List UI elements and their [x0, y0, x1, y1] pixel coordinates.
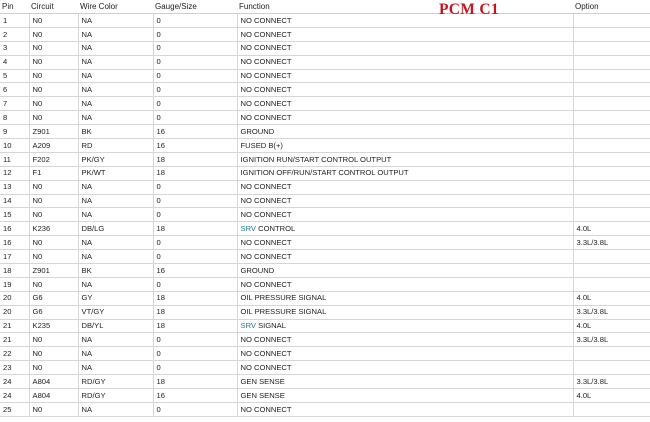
- table-row: [0, 361, 650, 375]
- cell-gauge: 0: [153, 250, 237, 264]
- table-row: [0, 69, 650, 83]
- cell-option: 3.3L/3.8L: [573, 236, 650, 250]
- cell-function: FUSED B(+): [237, 139, 573, 153]
- table-header-row: [0, 0, 650, 14]
- table-row: [0, 152, 650, 166]
- table-row: [0, 402, 650, 416]
- cell-gauge: 0: [153, 97, 237, 111]
- column-header-circuit: Circuit: [29, 0, 78, 14]
- table-row: [0, 83, 650, 97]
- cell-function: GROUND: [237, 125, 573, 139]
- cell-pin: 12: [0, 166, 29, 180]
- cell-function: NO CONNECT: [237, 361, 573, 375]
- cell-pin: 8: [0, 111, 29, 125]
- cell-circuit: N0: [29, 111, 78, 125]
- cell-gauge: 0: [153, 180, 237, 194]
- cell-gauge: 0: [153, 402, 237, 416]
- cell-wire-color: NA: [78, 277, 153, 291]
- cell-circuit: N0: [29, 347, 78, 361]
- cell-wire-color: RD/GY: [78, 389, 153, 403]
- cell-function: NO CONNECT: [237, 27, 573, 41]
- table-row: [0, 389, 650, 403]
- cell-gauge: 0: [153, 83, 237, 97]
- table-row: [0, 166, 650, 180]
- cell-gauge: 0: [153, 277, 237, 291]
- cell-option: [573, 97, 650, 111]
- table-row: [0, 375, 650, 389]
- cell-option: 3.3L/3.8L: [573, 305, 650, 319]
- column-header-wire-color: Wire Color: [78, 0, 153, 14]
- cell-pin: 15: [0, 208, 29, 222]
- cell-option: [573, 250, 650, 264]
- cell-wire-color: NA: [78, 111, 153, 125]
- cell-circuit: Z901: [29, 264, 78, 278]
- cell-wire-color: NA: [78, 236, 153, 250]
- table-row: [0, 291, 650, 305]
- cell-circuit: K236: [29, 222, 78, 236]
- cell-gauge: 0: [153, 14, 237, 28]
- cell-pin: 17: [0, 250, 29, 264]
- cell-circuit: N0: [29, 194, 78, 208]
- cell-function: NO CONNECT: [237, 83, 573, 97]
- cell-wire-color: VT/GY: [78, 305, 153, 319]
- cell-pin: 10: [0, 139, 29, 153]
- cell-gauge: 16: [153, 139, 237, 153]
- table-row: [0, 250, 650, 264]
- column-header-pin: Pin: [0, 0, 29, 14]
- cell-wire-color: NA: [78, 361, 153, 375]
- cell-pin: 1: [0, 14, 29, 28]
- table-row: [0, 14, 650, 28]
- cell-circuit: K235: [29, 319, 78, 333]
- cell-pin: 22: [0, 347, 29, 361]
- cell-pin: 14: [0, 194, 29, 208]
- table-row: [0, 347, 650, 361]
- cell-function: OIL PRESSURE SIGNAL: [237, 305, 573, 319]
- cell-pin: 16: [0, 222, 29, 236]
- cell-circuit: G6: [29, 291, 78, 305]
- cell-gauge: 18: [153, 375, 237, 389]
- table-row: [0, 180, 650, 194]
- cell-gauge: 18: [153, 319, 237, 333]
- cell-pin: 25: [0, 402, 29, 416]
- cell-gauge: 0: [153, 111, 237, 125]
- cell-option: [573, 264, 650, 278]
- table-row: [0, 194, 650, 208]
- cell-option: [573, 139, 650, 153]
- cell-function: NO CONNECT: [237, 180, 573, 194]
- table-row: [0, 305, 650, 319]
- cell-wire-color: NA: [78, 14, 153, 28]
- cell-gauge: 0: [153, 236, 237, 250]
- table-row: [0, 333, 650, 347]
- cell-wire-color: NA: [78, 180, 153, 194]
- cell-function: NO CONNECT: [237, 55, 573, 69]
- cell-function: GEN SENSE: [237, 389, 573, 403]
- cell-wire-color: RD/GY: [78, 375, 153, 389]
- cell-wire-color: NA: [78, 41, 153, 55]
- cell-option: [573, 83, 650, 97]
- cell-wire-color: NA: [78, 333, 153, 347]
- cell-circuit: N0: [29, 180, 78, 194]
- cell-function: NO CONNECT: [237, 236, 573, 250]
- cell-wire-color: GY: [78, 291, 153, 305]
- table-row: [0, 97, 650, 111]
- cell-wire-color: NA: [78, 55, 153, 69]
- table-row: [0, 319, 650, 333]
- cell-wire-color: BK: [78, 264, 153, 278]
- cell-gauge: 0: [153, 69, 237, 83]
- cell-option: 4.0L: [573, 319, 650, 333]
- cell-option: [573, 208, 650, 222]
- cell-wire-color: BK: [78, 125, 153, 139]
- cell-function: NO CONNECT: [237, 347, 573, 361]
- cell-gauge: 0: [153, 194, 237, 208]
- cell-function: NO CONNECT: [237, 402, 573, 416]
- cell-option: 4.0L: [573, 291, 650, 305]
- cell-circuit: N0: [29, 277, 78, 291]
- cell-wire-color: NA: [78, 208, 153, 222]
- cell-pin: 2: [0, 27, 29, 41]
- cell-circuit: N0: [29, 208, 78, 222]
- cell-wire-color: NA: [78, 97, 153, 111]
- cell-circuit: N0: [29, 27, 78, 41]
- cell-option: [573, 69, 650, 83]
- cell-wire-color: NA: [78, 194, 153, 208]
- function-text: SIGNAL: [255, 321, 286, 331]
- cell-pin: 5: [0, 69, 29, 83]
- table-row: [0, 139, 650, 153]
- cell-gauge: 18: [153, 222, 237, 236]
- cell-circuit: N0: [29, 250, 78, 264]
- cell-circuit: N0: [29, 69, 78, 83]
- cell-function: NO CONNECT: [237, 69, 573, 83]
- cell-pin: 21: [0, 333, 29, 347]
- cell-option: [573, 27, 650, 41]
- cell-function: NO CONNECT: [237, 208, 573, 222]
- cell-pin: 16: [0, 236, 29, 250]
- cell-option: 4.0L: [573, 222, 650, 236]
- table-row: [0, 41, 650, 55]
- cell-gauge: 18: [153, 166, 237, 180]
- cell-gauge: 16: [153, 389, 237, 403]
- cell-function: IGNITION OFF/RUN/START CONTROL OUTPUT: [237, 166, 573, 180]
- cell-pin: 11: [0, 152, 29, 166]
- cell-gauge: 16: [153, 125, 237, 139]
- highlighted-term: SRV: [240, 224, 256, 233]
- table-row: [0, 208, 650, 222]
- cell-circuit: F202: [29, 152, 78, 166]
- cell-option: [573, 277, 650, 291]
- cell-gauge: 18: [153, 305, 237, 319]
- cell-circuit: N0: [29, 333, 78, 347]
- cell-option: [573, 194, 650, 208]
- table-row: [0, 222, 650, 236]
- cell-wire-color: DB/YL: [78, 319, 153, 333]
- cell-pin: 9: [0, 125, 29, 139]
- column-header-option: Option: [573, 0, 650, 14]
- cell-option: [573, 361, 650, 375]
- cell-function: OIL PRESSURE SIGNAL: [237, 291, 573, 305]
- cell-wire-color: NA: [78, 402, 153, 416]
- cell-function: NO CONNECT: [237, 111, 573, 125]
- cell-gauge: 0: [153, 333, 237, 347]
- table-row: [0, 125, 650, 139]
- table-row: [0, 236, 650, 250]
- cell-option: [573, 402, 650, 416]
- cell-wire-color: PK/GY: [78, 152, 153, 166]
- cell-circuit: N0: [29, 14, 78, 28]
- cell-wire-color: DB/LG: [78, 222, 153, 236]
- document-title: PCM C1: [439, 1, 499, 18]
- cell-function: IGNITION RUN/START CONTROL OUTPUT: [237, 152, 573, 166]
- cell-circuit: N0: [29, 236, 78, 250]
- cell-pin: 18: [0, 264, 29, 278]
- table-row: [0, 27, 650, 41]
- table-body: [0, 14, 650, 417]
- cell-option: [573, 180, 650, 194]
- table-row: [0, 277, 650, 291]
- cell-gauge: 0: [153, 208, 237, 222]
- table-row: [0, 55, 650, 69]
- cell-circuit: N0: [29, 402, 78, 416]
- cell-option: [573, 55, 650, 69]
- cell-function: NO CONNECT: [237, 14, 573, 28]
- cell-pin: 20: [0, 305, 29, 319]
- cell-pin: 13: [0, 180, 29, 194]
- cell-option: 3.3L/3.8L: [573, 333, 650, 347]
- cell-pin: 4: [0, 55, 29, 69]
- cell-circuit: A804: [29, 375, 78, 389]
- cell-pin: 24: [0, 389, 29, 403]
- cell-function: NO CONNECT: [237, 277, 573, 291]
- cell-gauge: 0: [153, 347, 237, 361]
- column-header-gauge: Gauge/Size: [153, 0, 237, 14]
- cell-circuit: F1: [29, 166, 78, 180]
- cell-option: [573, 111, 650, 125]
- cell-option: [573, 152, 650, 166]
- cell-gauge: 0: [153, 55, 237, 69]
- cell-function: [237, 319, 573, 333]
- cell-gauge: 0: [153, 27, 237, 41]
- cell-gauge: 0: [153, 41, 237, 55]
- cell-gauge: 18: [153, 291, 237, 305]
- cell-option: [573, 14, 650, 28]
- cell-option: 4.0L: [573, 389, 650, 403]
- table-row: [0, 264, 650, 278]
- cell-pin: 7: [0, 97, 29, 111]
- cell-gauge: 0: [153, 361, 237, 375]
- cell-pin: 19: [0, 277, 29, 291]
- column-header-function: Function: [237, 0, 573, 14]
- cell-circuit: N0: [29, 41, 78, 55]
- cell-wire-color: RD: [78, 139, 153, 153]
- cell-function: NO CONNECT: [237, 333, 573, 347]
- cell-wire-color: NA: [78, 347, 153, 361]
- cell-gauge: 18: [153, 152, 237, 166]
- table-row: [0, 111, 650, 125]
- cell-function: NO CONNECT: [237, 41, 573, 55]
- cell-wire-color: PK/WT: [78, 166, 153, 180]
- cell-pin: 6: [0, 83, 29, 97]
- highlighted-term: SRV: [240, 321, 256, 331]
- cell-circuit: N0: [29, 55, 78, 69]
- cell-circuit: N0: [29, 83, 78, 97]
- cell-function: NO CONNECT: [237, 250, 573, 264]
- cell-wire-color: NA: [78, 27, 153, 41]
- cell-wire-color: NA: [78, 83, 153, 97]
- cell-option: [573, 347, 650, 361]
- cell-pin: 23: [0, 361, 29, 375]
- cell-option: [573, 166, 650, 180]
- cell-circuit: G6: [29, 305, 78, 319]
- cell-option: 3.3L/3.8L: [573, 375, 650, 389]
- cell-function: GEN SENSE: [237, 375, 573, 389]
- cell-wire-color: NA: [78, 69, 153, 83]
- cell-function: [237, 222, 573, 236]
- cell-pin: 3: [0, 41, 29, 55]
- cell-function: NO CONNECT: [237, 97, 573, 111]
- cell-function: GROUND: [237, 264, 573, 278]
- cell-pin: 24: [0, 375, 29, 389]
- cell-option: [573, 125, 650, 139]
- cell-circuit: N0: [29, 361, 78, 375]
- cell-circuit: A209: [29, 139, 78, 153]
- cell-function: NO CONNECT: [237, 194, 573, 208]
- cell-circuit: Z901: [29, 125, 78, 139]
- cell-option: [573, 41, 650, 55]
- cell-gauge: 16: [153, 264, 237, 278]
- cell-circuit: N0: [29, 97, 78, 111]
- cell-circuit: A804: [29, 389, 78, 403]
- cell-pin: 21: [0, 319, 29, 333]
- cell-pin: 20: [0, 291, 29, 305]
- function-text: CONTROL: [255, 224, 296, 233]
- cell-wire-color: NA: [78, 250, 153, 264]
